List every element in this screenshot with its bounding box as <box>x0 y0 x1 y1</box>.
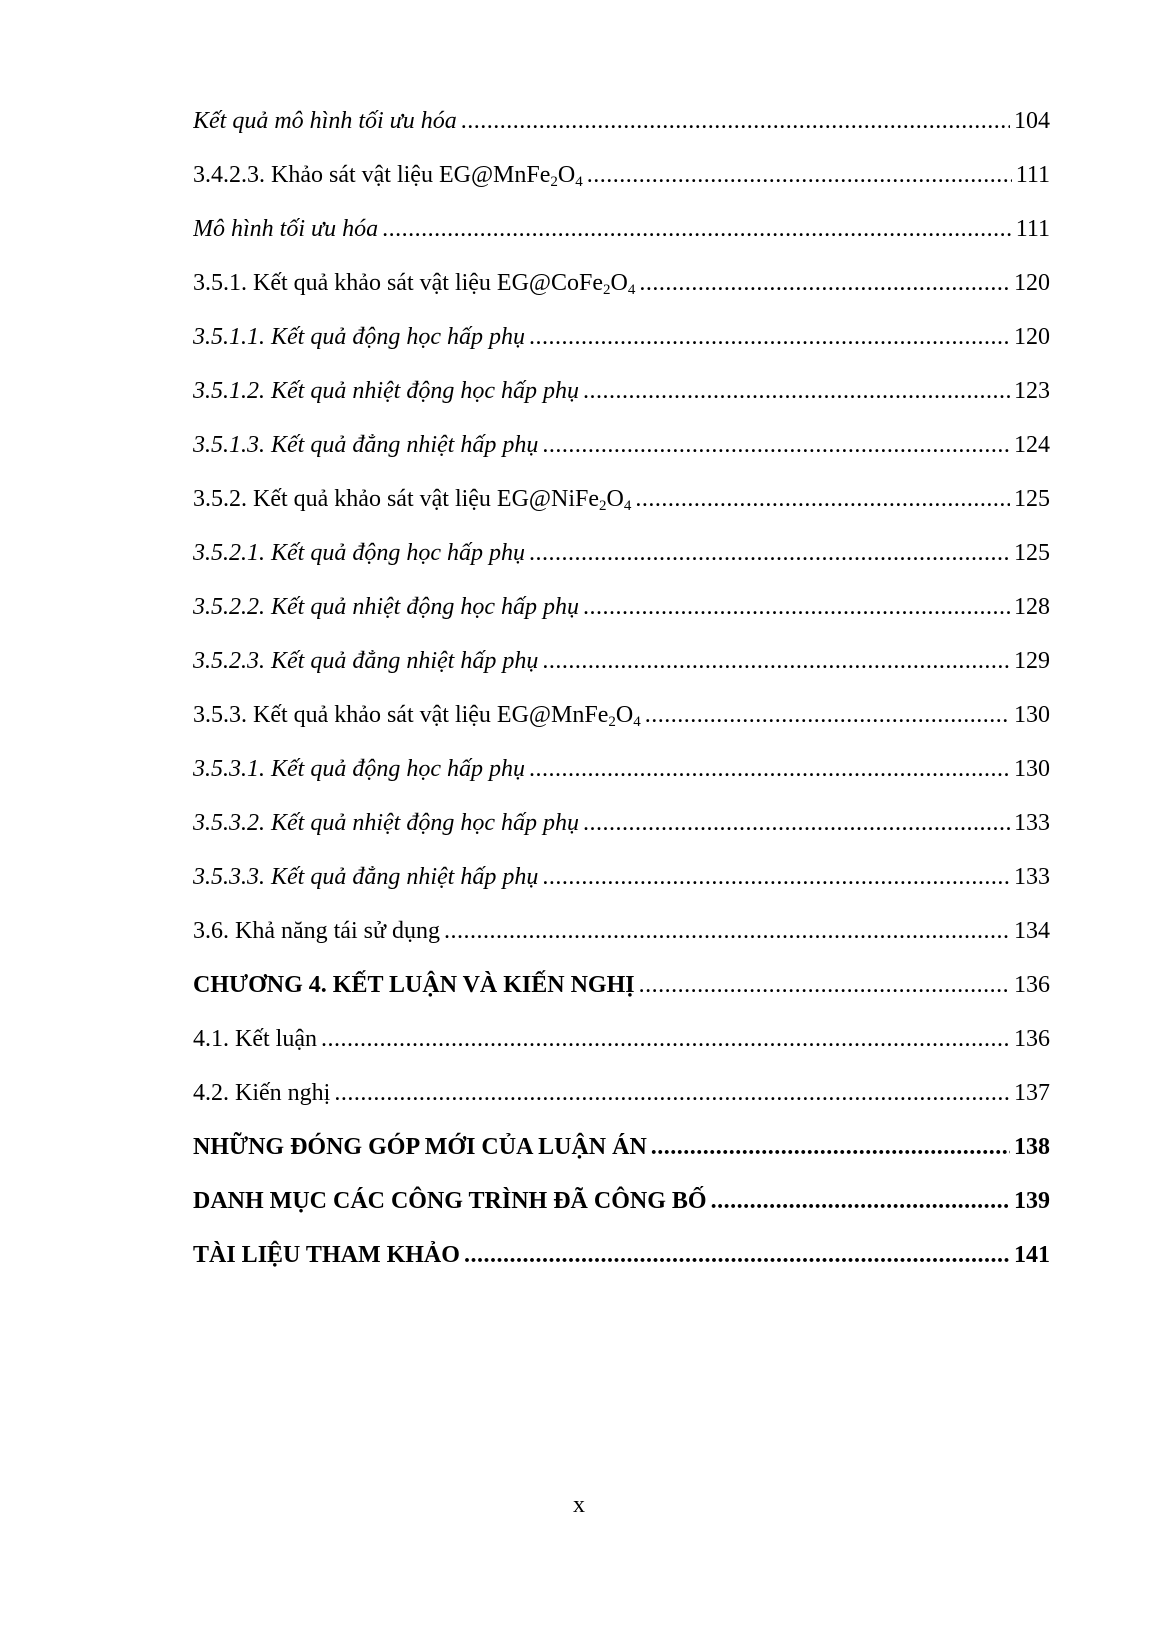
toc-leader-dots <box>444 914 1010 948</box>
toc-entry[interactable] <box>193 536 1050 590</box>
toc-entry[interactable] <box>193 698 1050 752</box>
toc-entry-page: 136 <box>1014 1026 1050 1052</box>
toc-entry-title: DANH MỤC CÁC CÔNG TRÌNH ĐÃ CÔNG BỐ <box>193 1188 707 1214</box>
toc-entry[interactable] <box>193 860 1050 914</box>
toc-entry-page: 125 <box>1014 540 1050 566</box>
toc-entry-title: 3.5.2.2. Kết quả nhiệt động học hấp phụ <box>193 594 579 620</box>
toc-entry[interactable] <box>193 1022 1050 1076</box>
toc-entry-title: 3.4.2.3. Khảo sát vật liệu $EG@MnFe_2O_4$ <box>193 162 583 190</box>
toc-entry-page: 125 <box>1014 486 1050 512</box>
toc-leader-dots <box>583 590 1010 624</box>
toc-leader-dots <box>334 1076 1010 1110</box>
toc-entry-page: 141 <box>1014 1242 1050 1268</box>
toc-leader-dots <box>529 320 1010 354</box>
toc-entry-title: 3.5.3.2. Kết quả nhiệt động học hấp phụ <box>193 810 579 836</box>
toc-entry-title: 3.5.1.3. Kết quả đẳng nhiệt hấp phụ <box>193 432 539 458</box>
toc-leader-dots <box>542 428 1010 462</box>
toc-entry-page: 124 <box>1014 432 1050 458</box>
toc-entry-page: 133 <box>1014 864 1050 890</box>
toc-leader-dots <box>635 482 1010 516</box>
toc-leader-dots <box>651 1130 1010 1164</box>
toc-entry-page: 128 <box>1014 594 1050 620</box>
page-number: x <box>573 1492 585 1518</box>
toc-entry-page: 136 <box>1014 972 1050 998</box>
toc-entry-title: 3.5.3. Kết quả khảo sát vật liệu $EG@MnFe_2O_4$ <box>193 702 641 730</box>
toc-entry-title: 4.2. Kiến nghị <box>193 1080 331 1106</box>
toc-entry[interactable] <box>193 212 1050 266</box>
toc-entry-title: CHƯƠNG 4. KẾT LUẬN VÀ KIẾN NGHỊ <box>193 972 635 998</box>
toc-entry-title: 3.5.2. Kết quả khảo sát vật liệu $EG@NiFe_2O_4$ <box>193 486 632 514</box>
toc-entry[interactable] <box>193 1184 1050 1238</box>
toc-entry-page: 104 <box>1014 108 1050 134</box>
toc-entry[interactable] <box>193 644 1050 698</box>
toc-entry[interactable] <box>193 1130 1050 1184</box>
toc-entry-title: 3.5.3.3. Kết quả đẳng nhiệt hấp phụ <box>193 864 539 890</box>
toc-leader-dots <box>587 158 1012 192</box>
toc-entry-title: 3.5.1. Kết quả khảo sát vật liệu $EG@CoFe_2O_4$ <box>193 270 636 298</box>
toc-entry-page: 111 <box>1015 162 1050 188</box>
toc-entry-title: 3.5.1.2. Kết quả nhiệt động học hấp phụ <box>193 378 579 404</box>
toc-entry[interactable] <box>193 428 1050 482</box>
toc-leader-dots <box>645 698 1010 732</box>
toc-entry[interactable] <box>193 1238 1050 1292</box>
toc-entry[interactable] <box>193 1076 1050 1130</box>
toc-entry-title: 4.1. Kết luận <box>193 1026 317 1052</box>
toc-leader-dots <box>583 374 1010 408</box>
toc-leader-dots <box>583 806 1010 840</box>
toc-leader-dots <box>639 968 1010 1002</box>
toc-entry[interactable] <box>193 968 1050 1022</box>
toc-entry[interactable] <box>193 806 1050 860</box>
toc-entry-title: NHỮNG ĐÓNG GÓP MỚI CỦA LUẬN ÁN <box>193 1134 647 1160</box>
toc-leader-dots <box>542 644 1010 678</box>
toc-entry-title: 3.5.1.1. Kết quả động học hấp phụ <box>193 324 525 350</box>
toc-leader-dots <box>711 1184 1010 1218</box>
toc-entry[interactable] <box>193 482 1050 536</box>
toc-entry-page: 134 <box>1014 918 1050 944</box>
toc-entry-page: 138 <box>1014 1134 1050 1160</box>
toc-entry-title: 3.5.2.3. Kết quả đẳng nhiệt hấp phụ <box>193 648 539 674</box>
toc-leader-dots <box>321 1022 1010 1056</box>
toc-entry-title: 3.5.3.1. Kết quả động học hấp phụ <box>193 756 525 782</box>
toc-entry[interactable] <box>193 320 1050 374</box>
toc-entry[interactable] <box>193 374 1050 428</box>
toc-leader-dots <box>639 266 1010 300</box>
toc-entry-title: Kết quả mô hình tối ưu hóa <box>193 108 457 134</box>
toc-entry[interactable] <box>193 104 1050 158</box>
toc-entry-page: 133 <box>1014 810 1050 836</box>
toc-leader-dots <box>382 212 1012 246</box>
toc-entry-page: 120 <box>1014 324 1050 350</box>
toc-entry[interactable] <box>193 752 1050 806</box>
toc-entry-title: Mô hình tối ưu hóa <box>193 216 379 242</box>
toc-entry-page: 120 <box>1014 270 1050 296</box>
toc-leader-dots <box>529 536 1010 570</box>
toc-entry-page: 111 <box>1015 216 1050 242</box>
toc-entry-page: 130 <box>1014 756 1050 782</box>
toc-leader-dots <box>464 1238 1010 1272</box>
toc-entry-page: 139 <box>1014 1188 1050 1214</box>
toc-entry-title: TÀI LIỆU THAM KHẢO <box>193 1242 460 1268</box>
toc-entry[interactable] <box>193 266 1050 320</box>
toc-entry-title: 3.5.2.1. Kết quả động học hấp phụ <box>193 540 525 566</box>
toc-entry-page: 129 <box>1014 648 1050 674</box>
toc-entry-page: 137 <box>1014 1080 1050 1106</box>
toc-leader-dots <box>542 860 1010 894</box>
toc-leader-dots <box>461 104 1010 138</box>
toc-entry[interactable] <box>193 914 1050 968</box>
toc-entry-title: 3.6. Khả năng tái sử dụng <box>193 918 440 944</box>
toc-entry[interactable] <box>193 590 1050 644</box>
toc-entry-page: 123 <box>1014 378 1050 404</box>
table-of-contents <box>193 104 1050 1292</box>
toc-entry[interactable] <box>193 158 1050 212</box>
toc-entry-page: 130 <box>1014 702 1050 728</box>
toc-leader-dots <box>529 752 1010 786</box>
